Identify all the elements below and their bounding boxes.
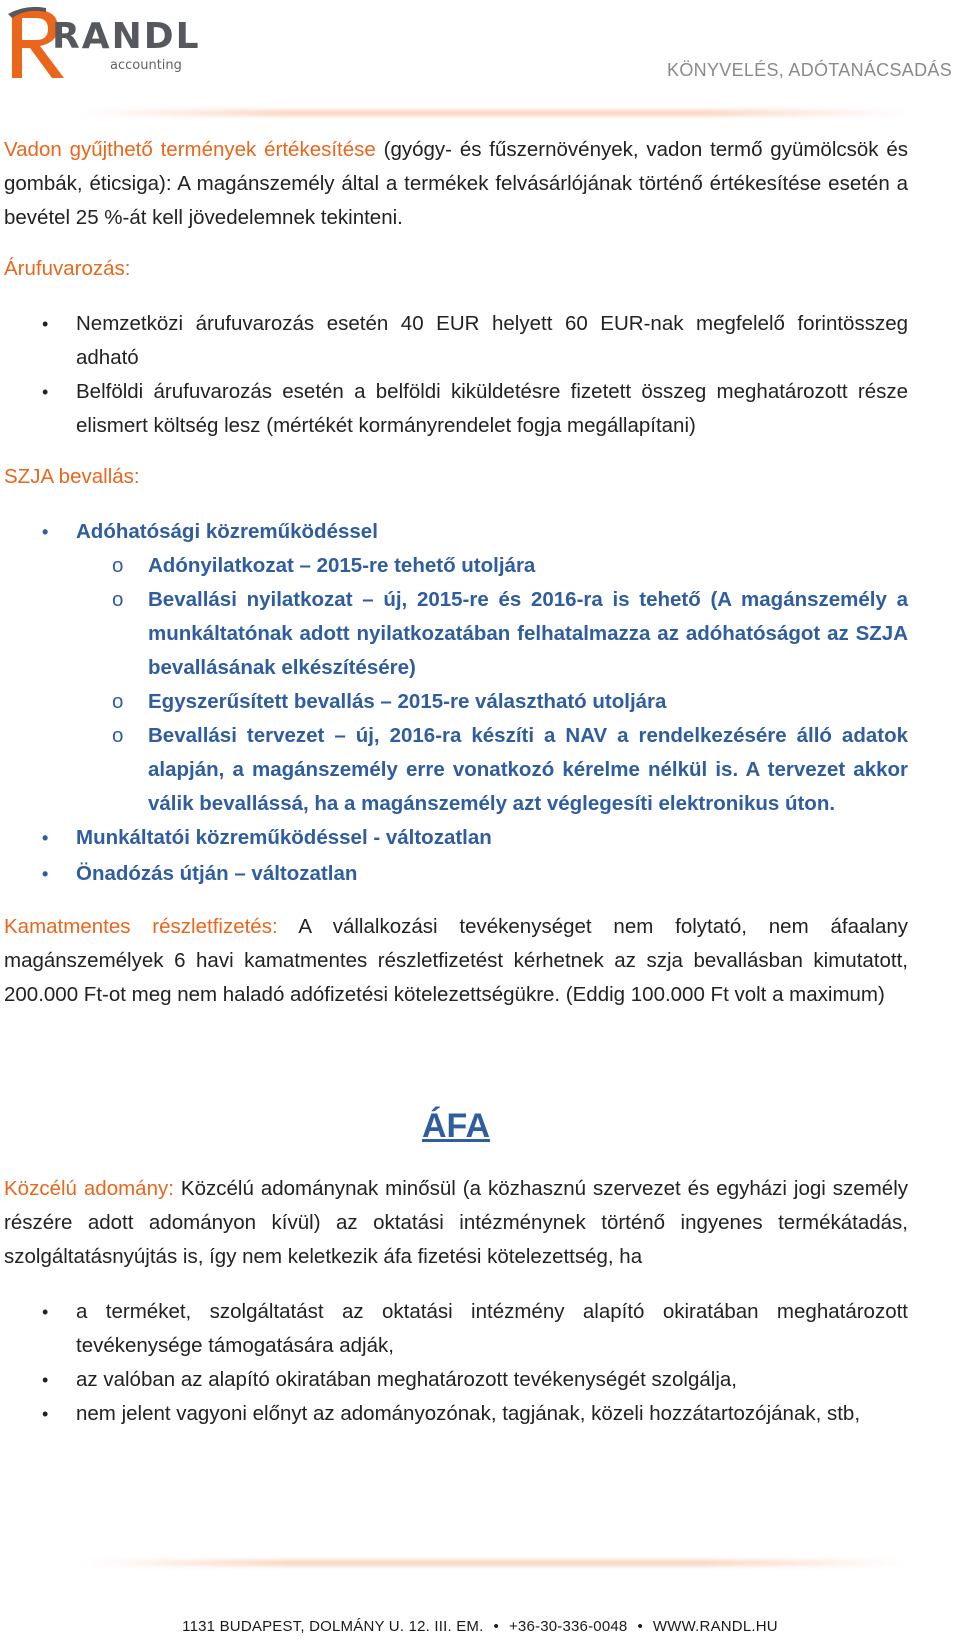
bullet-dot: • xyxy=(42,314,49,334)
kozcelu-text: Közcélú adománynak minősül (a közhasznú szervezet és egyházi jogi személy részére adott adományon kívül) az oktatási intézménynek történő ingyenes termékátadás, szolgáltatásnyújtás is, így nem keletkezik áfa fizetési kötelezettség, ha xyxy=(4,1177,908,1268)
kozcelu-paragraph xyxy=(4,1172,908,1274)
list-item: • Nemzetközi árufuvarozás esetén 40 EUR helyett 60 EUR-nak megfelelő forintösszeg adható xyxy=(4,307,908,375)
kamat-text: A vállalkozási tevékenységet nem folytató, nem áfaalany magánszemélyek 6 havi kamatmentes részletfizetést kérhetnek az szja bevallásban kimutatott, 200.000 Ft-ot meg nem haladó adófizetési kötelezettségükre. (Eddig 100.000 Ft volt a maximum) xyxy=(4,915,908,1006)
sub-bullet-o: o xyxy=(112,554,124,577)
kozcelu-heading: Közcélú adomány: xyxy=(4,1177,174,1200)
header-tagline: KÖNYVELÉS, ADÓTANÁCSADÁS xyxy=(667,60,952,80)
sub-list-item: o Bevallási nyilatkozat – új, 2015-re és 2016-ra is tehető (A magánszemély a munkáltatónak adott nyilatkozatában felhatalmazza az adóhatóságot az SZJA bevallásának elkészítésére) xyxy=(4,583,908,685)
bullet-dot: • xyxy=(42,864,49,884)
vadon-paragraph xyxy=(4,133,908,235)
footer-separator: • xyxy=(637,1618,643,1635)
bullet-dot: • xyxy=(42,522,49,542)
header-divider xyxy=(80,110,910,116)
szja-list xyxy=(4,515,908,549)
footer-web-link[interactable]: WWW.RANDL.HU xyxy=(652,1618,778,1635)
afa-title: ÁFA xyxy=(422,1107,490,1145)
vadon-text: (gyógy- és fűszernövények, vadon termő gyümölcsök és gombák, éticsiga): A magánszemély által a termékek felvásárlójának történő értékesítése esetén a bevétel 25 %-át kell jövedelemnek tekinteni. xyxy=(4,138,909,229)
szja-heading: SZJA bevallás: xyxy=(4,465,140,488)
page-footer xyxy=(0,1618,960,1635)
list-item: • a terméket, szolgáltatást az oktatási intézmény alapító okiratában meghatározott tevékenysége támogatására adják, xyxy=(4,1295,908,1363)
sub-bullet-o: o xyxy=(112,588,124,611)
list-item: • az valóban az alapító okiratában meghatározott tevékenységét szolgálja, xyxy=(4,1363,908,1397)
list-item: • Munkáltatói közreműködéssel - változatlan xyxy=(4,821,908,855)
bullet-dot: • xyxy=(42,382,49,402)
list-item: • Adóhatósági közreműködéssel xyxy=(4,515,908,549)
sub-bullet-o: o xyxy=(112,724,124,747)
footer-phone: +36-30-336-0048 xyxy=(508,1618,628,1635)
arufuvarozas-list xyxy=(4,307,908,443)
szja-list-continued xyxy=(4,821,908,891)
footer-address: 1131 BUDAPEST, DOLMÁNY U. 12. III. EM. xyxy=(182,1618,484,1635)
sub-list-item: o Bevallási tervezet – új, 2016-ra készíti a NAV a rendelkezésére álló adatok alapján, a magánszemély erre vonatkozó kérelme nélkül is. A tervezet akkor válik bevallássá, ha a magánszemély azt véglegesíti elektronikus úton. xyxy=(4,719,908,821)
bullet-dot: • xyxy=(42,828,49,848)
footer-divider xyxy=(80,1560,910,1566)
list-item: • Önadózás útján – változatlan xyxy=(4,857,908,891)
bullet-dot: • xyxy=(42,1302,49,1322)
sub-bullet-o: o xyxy=(112,690,124,713)
afa-list xyxy=(4,1295,908,1431)
logo-subtitle: accounting xyxy=(110,58,182,73)
sub-list-item: o Adónyilatkozat – 2015-re tehető utoljára xyxy=(4,549,908,583)
document-body xyxy=(4,133,908,1431)
kamat-heading: Kamatmentes részletfizetés: xyxy=(4,915,278,938)
bullet-dot: • xyxy=(42,1404,49,1424)
list-item: • Belföldi árufuvarozás esetén a belföldi kiküldetésre fizetett összeg meghatározott része elismert költség lesz (mértékét kormányrendelet fogja megállapítani) xyxy=(4,375,908,443)
sub-list-item: o Egyszerűsített bevallás – 2015-re választható utoljára xyxy=(4,685,908,719)
list-item: • nem jelent vagyoni előnyt az adományozónak, tagjának, közeli hozzátartozójának, stb, xyxy=(4,1397,908,1431)
bullet-dot: • xyxy=(42,1370,49,1390)
footer-separator: • xyxy=(493,1618,499,1635)
kamat-paragraph xyxy=(4,910,908,1012)
arufuvarozas-heading: Árufuvarozás: xyxy=(4,257,131,280)
szja-sublist xyxy=(4,549,908,821)
logo-wordmark: RANDL xyxy=(52,16,201,57)
vadon-heading: Vadon gyűjthető termények értékesítése xyxy=(4,138,376,161)
randl-logo xyxy=(6,4,201,84)
